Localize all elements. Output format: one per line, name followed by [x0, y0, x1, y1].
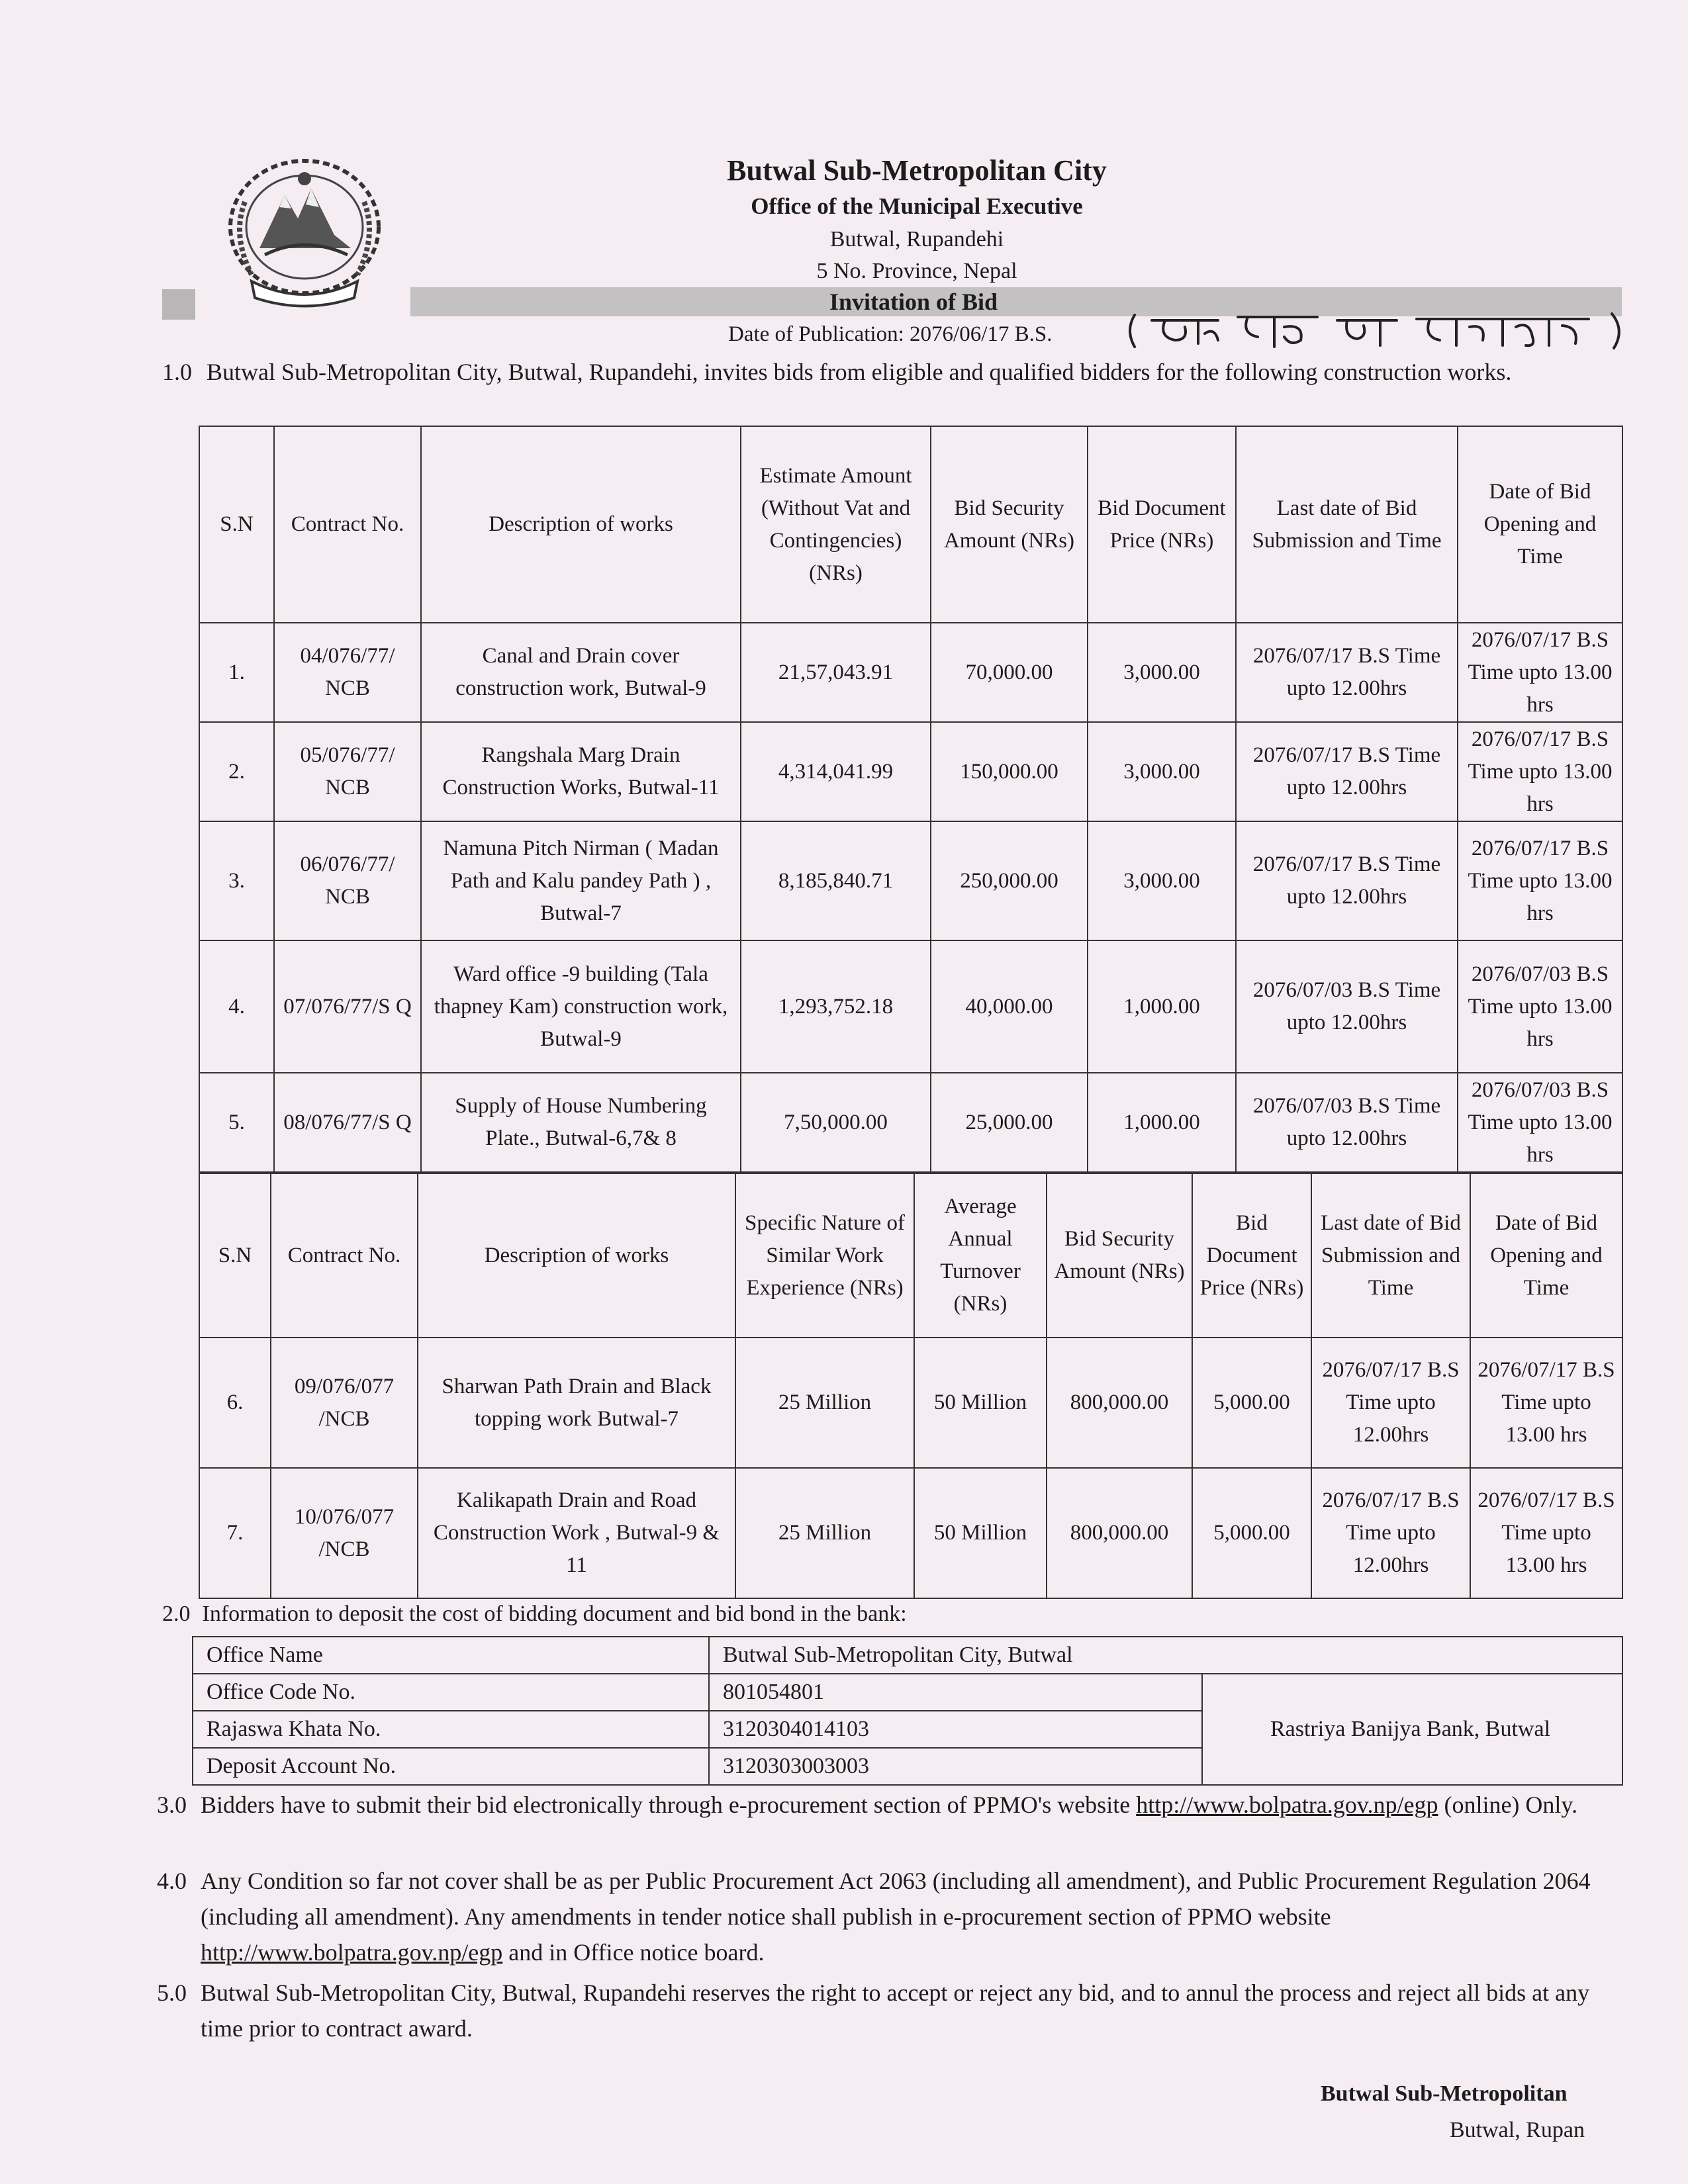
cell-security: 250,000.00 — [931, 821, 1088, 940]
cell-opening: 2076/07/17 B.S Time upto 13.00 hrs — [1470, 1338, 1622, 1468]
cell-contract: 06/076/77/ NCB — [274, 821, 421, 940]
header-bar-left — [162, 289, 195, 320]
cell-contract: 08/076/77/S Q — [274, 1073, 421, 1172]
cell-estimate: 1,293,752.18 — [741, 940, 931, 1073]
bank-row — [193, 1637, 1622, 1674]
cell-security: 40,000.00 — [931, 940, 1088, 1073]
paragraph-number: 2.0 — [162, 1602, 191, 1626]
cell-contract: 09/076/077 /NCB — [271, 1338, 418, 1468]
cell-submission: 2076/07/17 B.S Time upto 12.00hrs — [1311, 1338, 1470, 1468]
bank-value: 801054801 — [709, 1674, 1202, 1711]
cell-doc-price: 5,000.00 — [1192, 1338, 1311, 1468]
paragraph-number: 3.0 — [157, 1792, 187, 1818]
cell-submission: 2076/07/03 B.S Time upto 12.00hrs — [1236, 940, 1458, 1073]
office-name: Office of the Municipal Executive — [751, 193, 1083, 219]
column-header: S.N — [199, 426, 274, 623]
cell-submission: 2076/07/17 B.S Time upto 12.00hrs — [1236, 623, 1458, 722]
paragraph-4 — [157, 1863, 1613, 1970]
column-header: Last date of Bid Submission and Time — [1311, 1173, 1470, 1338]
paragraph-2 — [162, 1602, 907, 1627]
column-header: Description of works — [421, 426, 741, 623]
bank-label: Rajaswa Khata No. — [193, 1711, 709, 1748]
signature-line-2: Butwal, Rupan — [1450, 2118, 1585, 2142]
bank-row — [193, 1674, 1622, 1711]
cell-description: Canal and Drain cover construction work, Butwal-9 — [421, 623, 741, 722]
cell-opening: 2076/07/17 B.S Time upto 13.00 hrs — [1458, 623, 1622, 722]
table-row — [199, 821, 1622, 940]
publication-date: Date of Publication: 2076/06/17 B.S. — [728, 322, 1053, 346]
cell-contract: 07/076/77/S Q — [274, 940, 421, 1073]
bank-value: Butwal Sub-Metropolitan City, Butwal — [709, 1637, 1622, 1674]
table-row — [199, 623, 1622, 722]
cell-description: Kalikapath Drain and Road Construction Work , Butwal-9 & 11 — [418, 1468, 735, 1598]
cell-contract: 10/076/077 /NCB — [271, 1468, 418, 1598]
cell-doc-price: 3,000.00 — [1088, 623, 1236, 722]
paragraph-5 — [157, 1975, 1613, 2046]
nepal-emblem-icon — [218, 149, 391, 314]
cell-doc-price: 1,000.00 — [1088, 1073, 1236, 1172]
cell-doc-price: 3,000.00 — [1088, 821, 1236, 940]
address-line-1: Butwal, Rupandehi — [829, 227, 1004, 251]
cell-security: 70,000.00 — [931, 623, 1088, 722]
column-header: Contract No. — [274, 426, 421, 623]
table-row — [199, 722, 1622, 821]
cell-contract: 04/076/77/ NCB — [274, 623, 421, 722]
paragraph-number: 4.0 — [157, 1868, 187, 1894]
cell-experience: 25 Million — [735, 1468, 914, 1598]
cell-description: Rangshala Marg Drain Construction Works, Butwal-11 — [421, 722, 741, 821]
cell-estimate: 8,185,840.71 — [741, 821, 931, 940]
bank-info-table — [192, 1636, 1623, 1786]
bank-label: Office Name — [193, 1637, 709, 1674]
cell-security: 150,000.00 — [931, 722, 1088, 821]
paragraph-text: Butwal Sub-Metropolitan City, Butwal, Rupandehi, invites bids from eligible and qualified bidders for the following construction works. — [207, 359, 1512, 385]
column-header: Date of Bid Opening and Time — [1458, 426, 1622, 623]
cell-opening: 2076/07/03 B.S Time upto 13.00 hrs — [1458, 1073, 1622, 1172]
ppmo-website-link[interactable]: http://www.bolpatra.gov.np/egp — [201, 1939, 503, 1966]
cell-doc-price: 3,000.00 — [1088, 722, 1236, 821]
paragraph-text: and in Office notice board. — [502, 1939, 765, 1966]
cell-sn: 2. — [199, 722, 274, 821]
bank-label: Office Code No. — [193, 1674, 709, 1711]
cell-estimate: 7,50,000.00 — [741, 1073, 931, 1172]
bid-table-1 — [199, 426, 1623, 1173]
bank-label: Deposit Account No. — [193, 1748, 709, 1785]
cell-sn: 1. — [199, 623, 274, 722]
bank-value: 3120303003003 — [709, 1748, 1202, 1785]
cell-doc-price: 5,000.00 — [1192, 1468, 1311, 1598]
cell-description: Supply of House Numbering Plate., Butwal-6,7& 8 — [421, 1073, 741, 1172]
cell-opening: 2076/07/17 B.S Time upto 13.00 hrs — [1470, 1468, 1622, 1598]
org-title: Butwal Sub-Metropolitan City — [727, 154, 1107, 187]
column-header: Bid Security Amount (NRs) — [931, 426, 1088, 623]
cell-estimate: 4,314,041.99 — [741, 722, 931, 821]
cell-turnover: 50 Million — [914, 1468, 1047, 1598]
cell-submission: 2076/07/17 B.S Time upto 12.00hrs — [1236, 821, 1458, 940]
signature-line-1: Butwal Sub-Metropolitan — [1321, 2081, 1568, 2106]
column-header: Specific Nature of Similar Work Experience (NRs) — [735, 1173, 914, 1338]
address-line-2: 5 No. Province, Nepal — [816, 259, 1017, 283]
cell-sn: 7. — [199, 1468, 271, 1598]
ppmo-website-link[interactable]: http://www.bolpatra.gov.np/egp — [1136, 1792, 1438, 1818]
table-header-row — [199, 426, 1622, 623]
column-header: Bid Document Price (NRs) — [1088, 426, 1236, 623]
handwritten-note — [1125, 307, 1628, 353]
paragraph-text: (online) Only. — [1438, 1792, 1578, 1818]
cell-opening: 2076/07/17 B.S Time upto 13.00 hrs — [1458, 821, 1622, 940]
paragraph-number: 5.0 — [157, 1979, 187, 2006]
column-header: Average Annual Turnover (NRs) — [914, 1173, 1047, 1338]
table-row — [199, 1468, 1622, 1598]
cell-opening: 2076/07/17 B.S Time upto 13.00 hrs — [1458, 722, 1622, 821]
paragraph-3 — [157, 1787, 1613, 1823]
cell-experience: 25 Million — [735, 1338, 914, 1468]
cell-submission: 2076/07/03 B.S Time upto 12.00hrs — [1236, 1073, 1458, 1172]
table-header-row — [199, 1173, 1622, 1338]
cell-contract: 05/076/77/ NCB — [274, 722, 421, 821]
table-row — [199, 1073, 1622, 1172]
cell-description: Sharwan Path Drain and Black topping work Butwal-7 — [418, 1338, 735, 1468]
column-header: Last date of Bid Submission and Time — [1236, 426, 1458, 623]
column-header: Description of works — [418, 1173, 735, 1338]
paragraph-text: Any Condition so far not cover shall be as per Public Procurement Act 2063 (including all amendment), and Public Procurement Regulation 2064 (including all amendment). Any amendments in tender notice shall publish in e-procurement section of PPMO website — [201, 1868, 1591, 1930]
cell-description: Namuna Pitch Nirman ( Madan Path and Kalu pandey Path ) , Butwal-7 — [421, 821, 741, 940]
bank-value: 3120304014103 — [709, 1711, 1202, 1748]
paragraph-text: Butwal Sub-Metropolitan City, Butwal, Rupandehi reserves the right to accept or reject any bid, and to annul the process and reject all bids at any time prior to contract award. — [201, 1979, 1590, 2042]
notice-title: Invitation of Bid — [829, 289, 998, 315]
cell-submission: 2076/07/17 B.S Time upto 12.00hrs — [1311, 1468, 1470, 1598]
cell-description: Ward office -9 building (Tala thapney Kam) construction work, Butwal-9 — [421, 940, 741, 1073]
column-header: S.N — [199, 1173, 271, 1338]
column-header: Bid Document Price (NRs) — [1192, 1173, 1311, 1338]
cell-security: 25,000.00 — [931, 1073, 1088, 1172]
cell-opening: 2076/07/03 B.S Time upto 13.00 hrs — [1458, 940, 1622, 1073]
cell-doc-price: 1,000.00 — [1088, 940, 1236, 1073]
cell-sn: 4. — [199, 940, 274, 1073]
cell-turnover: 50 Million — [914, 1338, 1047, 1468]
column-header: Date of Bid Opening and Time — [1470, 1173, 1622, 1338]
cell-security: 800,000.00 — [1047, 1338, 1192, 1468]
paragraph-text: Information to deposit the cost of bidding document and bid bond in the bank: — [202, 1602, 907, 1626]
column-header: Bid Security Amount (NRs) — [1047, 1173, 1192, 1338]
table-row — [199, 1338, 1622, 1468]
cell-sn: 3. — [199, 821, 274, 940]
bid-table-2 — [199, 1173, 1623, 1599]
table-row — [199, 940, 1622, 1073]
paragraph-number: 1.0 — [162, 359, 192, 385]
paragraph-text: Bidders have to submit their bid electronically through e-procurement section of PPMO's website — [201, 1792, 1137, 1818]
cell-sn: 5. — [199, 1073, 274, 1172]
cell-submission: 2076/07/17 B.S Time upto 12.00hrs — [1236, 722, 1458, 821]
cell-estimate: 21,57,043.91 — [741, 623, 931, 722]
cell-security: 800,000.00 — [1047, 1468, 1192, 1598]
column-header: Contract No. — [271, 1173, 418, 1338]
column-header: Estimate Amount (Without Vat and Contingencies) (NRs) — [741, 426, 931, 623]
bank-name: Rastriya Banijya Bank, Butwal — [1202, 1674, 1622, 1785]
cell-sn: 6. — [199, 1338, 271, 1468]
paragraph-1 — [162, 354, 1618, 390]
